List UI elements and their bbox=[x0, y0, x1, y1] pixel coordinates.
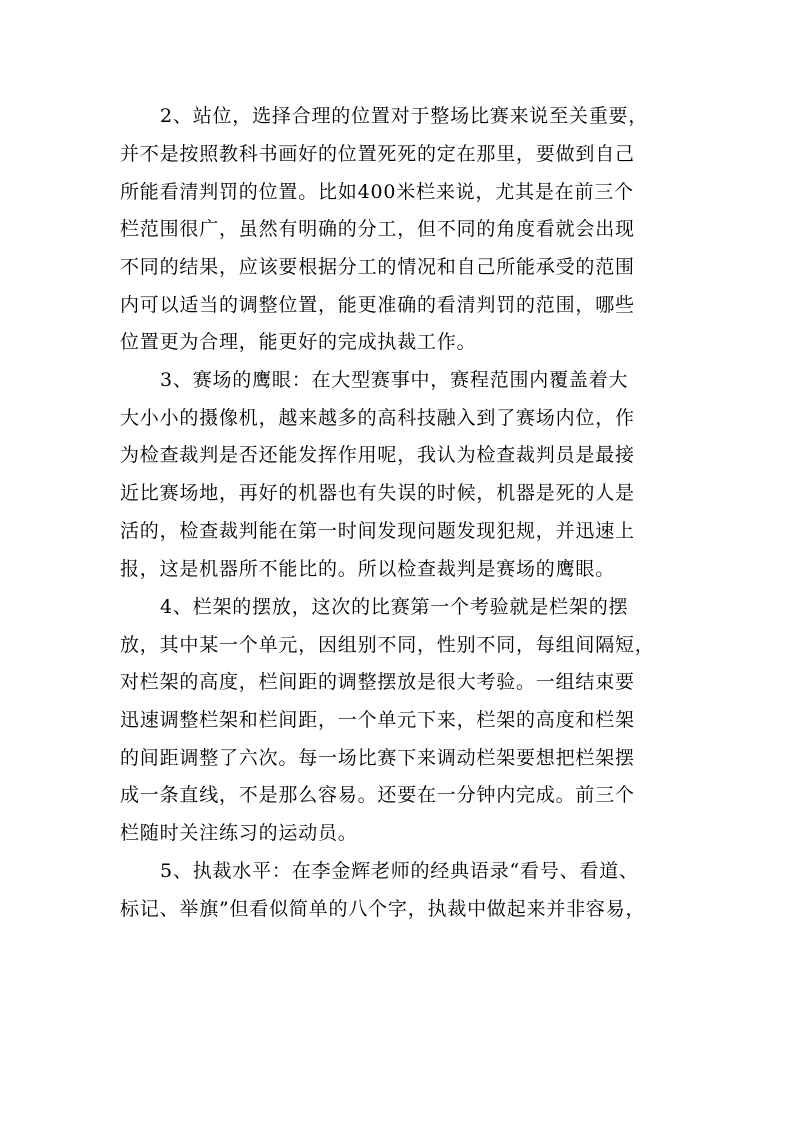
paragraph-4-line-3: 对栏架的高度，栏间距的调整摆放是很大考验。一组结束要 bbox=[120, 671, 635, 693]
paragraph-3-line-4: 近比赛场地，再好的机器也有失误的时候，机器是死的人是 bbox=[120, 482, 635, 504]
paragraph-3-line-2: 大小小的摄像机，越来越多的高科技融入到了赛场内位，作 bbox=[120, 407, 635, 429]
paragraph-2-line-5: 不同的结果，应该要根据分工的情况和自己所能承受的范围 bbox=[120, 256, 635, 278]
paragraph-2-line-2: 并不是按照教科书画好的位置死死的定在那里，要做到自己 bbox=[120, 143, 635, 165]
paragraph-2-line-1: 2、站位，选择合理的位置对于整场比赛来说至关重要， bbox=[160, 105, 649, 127]
paragraph-5-line-1: 5、执裁水平：在李金辉老师的经典语录“看号、看道、 bbox=[160, 860, 639, 882]
paragraph-3-line-1: 3、赛场的鹰眼：在大型赛事中，赛程范围内覆盖着大 bbox=[160, 369, 629, 391]
paragraph-2-line-3: 所能看清判罚的位置。比如400米栏来说，尤其是在前三个 bbox=[120, 181, 634, 203]
paragraph-2-line-4: 栏范围很广，虽然有明确的分工，但不同的角度看就会出现 bbox=[120, 218, 635, 240]
paragraph-4-line-5: 的间距调整了六次。每一场比赛下来调动栏架要想把栏架摆 bbox=[120, 747, 635, 769]
paragraph-3-line-5: 活的，检查裁判能在第一时间发现问题发现犯规，并迅速上 bbox=[120, 520, 635, 542]
paragraph-4-line-7: 栏随时关注练习的运动员。 bbox=[120, 822, 358, 844]
paragraph-3-line-6: 报，这是机器所不能比的。所以检查裁判是赛场的鹰眼。 bbox=[120, 558, 616, 580]
paragraph-2-line-6: 内可以适当的调整位置，能更准确的看清判罚的范围，哪些 bbox=[120, 294, 635, 316]
paragraph-4-line-2: 放，其中某一个单元，因组别不同，性别不同，每组间隔短， bbox=[120, 634, 655, 656]
paragraph-2-line-7: 位置更为合理，能更好的完成执裁工作。 bbox=[120, 331, 477, 353]
paragraph-3-line-3: 为检查裁判是否还能发挥作用呢，我认为检查裁判员是最接 bbox=[120, 444, 635, 466]
paragraph-4-line-6: 成一条直线，不是那么容易。还要在一分钟内完成。前三个 bbox=[120, 784, 635, 806]
paragraph-5-line-2: 标记、举旗”但看似简单的八个字，执裁中做起来并非容易， bbox=[120, 898, 646, 920]
paragraph-4-line-1: 4、栏架的摆放，这次的比赛第一个考验就是栏架的摆 bbox=[160, 596, 629, 618]
paragraph-4-line-4: 迅速调整栏架和栏间距，一个单元下来，栏架的高度和栏架 bbox=[120, 709, 635, 731]
